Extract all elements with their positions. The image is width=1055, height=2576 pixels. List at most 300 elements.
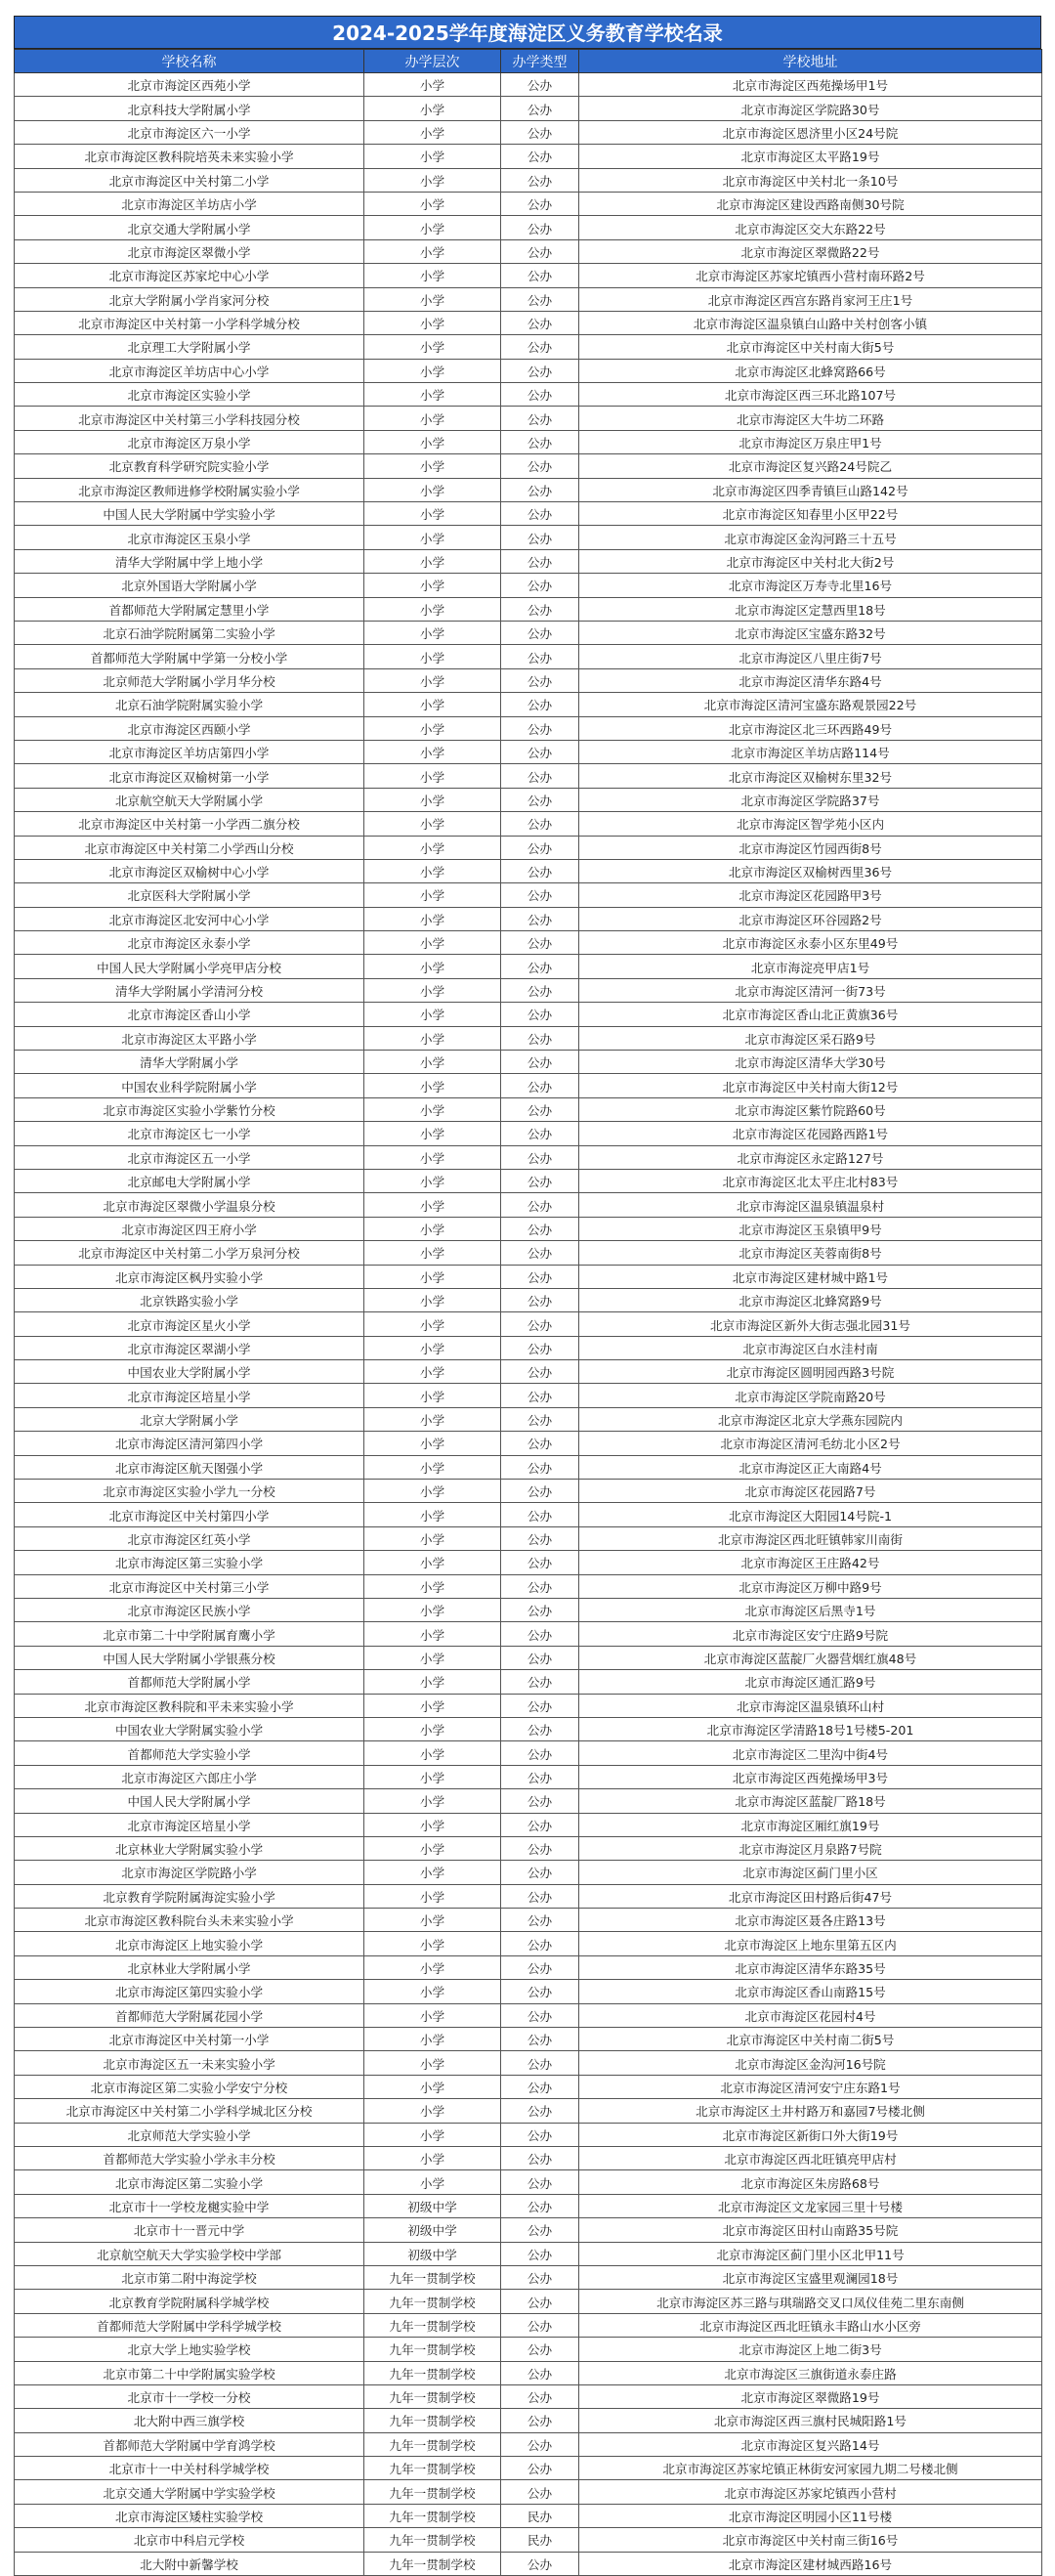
- cell-school-name: 北京市海淀区实验小学紫竹分校: [15, 1097, 364, 1121]
- table-row: [15, 668, 1042, 692]
- cell-school-name: 北京市海淀区双榆树第一小学: [15, 764, 364, 788]
- cell-school-level: 小学: [364, 1122, 501, 1145]
- cell-school-address: 北京市海淀区西北旺镇永丰路山水小区旁: [579, 2313, 1042, 2337]
- cell-school-name: 首都师范大学附属中学科学城学校: [15, 2313, 364, 2337]
- table-row: [15, 883, 1042, 907]
- cell-school-level: 九年一贯制学校: [364, 2290, 501, 2313]
- cell-school-type: 公办: [501, 812, 579, 836]
- cell-school-name: 北京市海淀区第三实验小学: [15, 1551, 364, 1574]
- cell-school-name: 首都师范大学附属小学: [15, 1670, 364, 1694]
- cell-school-address: 北京市海淀区交大东路22号: [579, 216, 1042, 239]
- cell-school-type: 公办: [501, 1217, 579, 1240]
- cell-school-type: 公办: [501, 478, 579, 501]
- cell-school-address: 北京市海淀区聂各庄路13号: [579, 1909, 1042, 1932]
- cell-school-type: 公办: [501, 407, 579, 430]
- cell-school-level: 初级中学: [364, 2194, 501, 2217]
- table-row: [15, 2146, 1042, 2169]
- cell-school-type: 公办: [501, 574, 579, 597]
- cell-school-type: 公办: [501, 645, 579, 668]
- table-row: [15, 2552, 1042, 2575]
- cell-school-type: 公办: [501, 287, 579, 311]
- table-row: [15, 764, 1042, 788]
- cell-school-type: 公办: [501, 668, 579, 692]
- cell-school-level: 小学: [364, 1503, 501, 1526]
- cell-school-type: 公办: [501, 239, 579, 263]
- cell-school-name: 中国农业大学附属实验小学: [15, 1717, 364, 1740]
- cell-school-address: 北京市海淀区宝盛东路32号: [579, 621, 1042, 644]
- cell-school-name: 北京市十一学校龙樾实验中学: [15, 2194, 364, 2217]
- cell-school-name: 北京石油学院附属第二实验小学: [15, 621, 364, 644]
- table-row: [15, 335, 1042, 359]
- cell-school-address: 北京市海淀区上地二街3号: [579, 2338, 1042, 2361]
- cell-school-name: 北京航空航天大学附属小学: [15, 788, 364, 811]
- table-row: [15, 287, 1042, 311]
- table-row: [15, 1432, 1042, 1455]
- cell-school-address: 北京市海淀区王庄路42号: [579, 1551, 1042, 1574]
- cell-school-level: 小学: [364, 836, 501, 859]
- cell-school-type: 公办: [501, 335, 579, 359]
- cell-school-level: 小学: [364, 1526, 501, 1550]
- cell-school-level: 小学: [364, 1670, 501, 1694]
- cell-school-address: 北京市海淀区学院路37号: [579, 788, 1042, 811]
- cell-school-address: 北京市海淀区太平路19号: [579, 145, 1042, 168]
- table-row: [15, 621, 1042, 644]
- cell-school-address: 北京市海淀区四季青镇巨山路142号: [579, 478, 1042, 501]
- table-row: [15, 2313, 1042, 2337]
- cell-school-address: 北京市海淀区西苑操场甲3号: [579, 1765, 1042, 1788]
- cell-school-address: 北京市海淀区北蜂窝路66号: [579, 359, 1042, 382]
- table-row: [15, 1051, 1042, 1074]
- cell-school-address: 北京市海淀区万柳中路9号: [579, 1574, 1042, 1598]
- table-row: [15, 693, 1042, 716]
- cell-school-level: 小学: [364, 1717, 501, 1740]
- cell-school-level: 小学: [364, 2170, 501, 2194]
- header-row: [15, 50, 1042, 73]
- cell-school-address: 北京市海淀区蓝靛厂路18号: [579, 1789, 1042, 1813]
- table-row: [15, 2099, 1042, 2123]
- table-row: [15, 1217, 1042, 1240]
- cell-school-name: 首都师范大学实验小学永丰分校: [15, 2146, 364, 2169]
- cell-school-level: 小学: [364, 1074, 501, 1097]
- table-row: [15, 1884, 1042, 1908]
- cell-school-name: 北京市海淀区培星小学: [15, 1813, 364, 1836]
- cell-school-type: 公办: [501, 1074, 579, 1097]
- cell-school-name: 北京市海淀区教科院和平未来实验小学: [15, 1694, 364, 1717]
- cell-school-type: 公办: [501, 1551, 579, 1574]
- cell-school-type: 公办: [501, 2384, 579, 2408]
- cell-school-address: 北京市海淀区双榆树东里32号: [579, 764, 1042, 788]
- cell-school-address: 北京市海淀区田村路后街47号: [579, 1884, 1042, 1908]
- cell-school-name: 北京市海淀区中关村第一小学西二旗分校: [15, 812, 364, 836]
- cell-school-level: 九年一贯制学校: [364, 2409, 501, 2432]
- cell-school-name: 首都师范大学附属花园小学: [15, 2003, 364, 2027]
- cell-school-name: 北京市海淀区五一未来实验小学: [15, 2051, 364, 2075]
- cell-school-name: 北京市海淀区香山小学: [15, 1003, 364, 1026]
- cell-school-type: 公办: [501, 168, 579, 192]
- cell-school-address: 北京市海淀区土井村路万和嘉园7号楼北侧: [579, 2099, 1042, 2123]
- cell-school-type: 公办: [501, 1455, 579, 1479]
- cell-school-name: 北京市海淀区羊坊店小学: [15, 192, 364, 215]
- cell-school-level: 小学: [364, 1241, 501, 1265]
- cell-school-address: 北京市海淀区中关村南二街5号: [579, 2028, 1042, 2051]
- cell-school-type: 公办: [501, 883, 579, 907]
- cell-school-name: 北京市海淀区羊坊店中心小学: [15, 359, 364, 382]
- cell-school-name: 北京教育学院附属海淀实验小学: [15, 1884, 364, 1908]
- table-row: [15, 2051, 1042, 2075]
- cell-school-name: 北京大学附属小学肖家河分校: [15, 287, 364, 311]
- cell-school-address: 北京市海淀区花园路西路1号: [579, 1122, 1042, 1145]
- cell-school-address: 北京市海淀区建设西路南侧30号院: [579, 192, 1042, 215]
- cell-school-type: 公办: [501, 2457, 579, 2480]
- cell-school-address: 北京市海淀区花园路甲3号: [579, 883, 1042, 907]
- cell-school-level: 小学: [364, 907, 501, 930]
- cell-school-address: 北京市海淀区西北旺镇韩家川南街: [579, 1526, 1042, 1550]
- cell-school-address: 北京市海淀区羊坊店路114号: [579, 740, 1042, 763]
- cell-school-name: 北京市海淀区实验小学九一分校: [15, 1480, 364, 1503]
- cell-school-level: 小学: [364, 1169, 501, 1192]
- cell-school-address: 北京市海淀区复兴路14号: [579, 2432, 1042, 2456]
- cell-school-level: 小学: [364, 1288, 501, 1311]
- table-row: [15, 192, 1042, 215]
- table-row: [15, 2170, 1042, 2194]
- table-row: [15, 2480, 1042, 2504]
- cell-school-type: 公办: [501, 1884, 579, 1908]
- table-row: [15, 716, 1042, 740]
- cell-school-level: 小学: [364, 335, 501, 359]
- cell-school-level: 小学: [364, 2099, 501, 2123]
- cell-school-address: 北京市海淀区朱房路68号: [579, 2170, 1042, 2194]
- cell-school-level: 小学: [364, 1480, 501, 1503]
- cell-school-level: 小学: [364, 2003, 501, 2027]
- cell-school-name: 北京教育学院附属科学城学校: [15, 2290, 364, 2313]
- cell-school-address: 北京市海淀区芙蓉南街8号: [579, 1241, 1042, 1265]
- cell-school-name: 北京市海淀区翠微小学温泉分校: [15, 1193, 364, 1217]
- cell-school-level: 小学: [364, 1599, 501, 1622]
- cell-school-name: 北京市海淀区星火小学: [15, 1312, 364, 1336]
- cell-school-name: 北京市海淀区翠微小学: [15, 239, 364, 263]
- cell-school-type: 公办: [501, 502, 579, 526]
- cell-school-level: 小学: [364, 1813, 501, 1836]
- cell-school-level: 小学: [364, 383, 501, 407]
- cell-school-address: 北京市海淀区紫竹院路60号: [579, 1097, 1042, 1121]
- table-row: [15, 1122, 1042, 1145]
- cell-school-name: 北京交通大学附属中学实验学校: [15, 2480, 364, 2504]
- table-row: [15, 955, 1042, 978]
- cell-school-address: 北京市海淀区大阳园14号院-1: [579, 1503, 1042, 1526]
- cell-school-level: 小学: [364, 1003, 501, 1026]
- cell-school-name: 北京市海淀区中关村第二小学西山分校: [15, 836, 364, 859]
- cell-school-address: 北京市海淀区学清路18号1号楼5-201: [579, 1717, 1042, 1740]
- cell-school-level: 九年一贯制学校: [364, 2457, 501, 2480]
- cell-school-type: 公办: [501, 383, 579, 407]
- cell-school-level: 小学: [364, 597, 501, 621]
- table-row: [15, 526, 1042, 549]
- table-row: [15, 97, 1042, 120]
- cell-school-address: 北京市海淀区正大南路4号: [579, 1455, 1042, 1479]
- table-row: [15, 549, 1042, 573]
- cell-school-type: 公办: [501, 1622, 579, 1646]
- cell-school-name: 中国农业大学附属小学: [15, 1360, 364, 1384]
- cell-school-name: 北大附中新馨学校: [15, 2552, 364, 2575]
- cell-school-address: 北京市海淀区香山南路15号: [579, 1980, 1042, 2003]
- cell-school-level: 小学: [364, 1694, 501, 1717]
- cell-school-type: 公办: [501, 1384, 579, 1407]
- cell-school-type: 公办: [501, 693, 579, 716]
- cell-school-level: 小学: [364, 1551, 501, 1574]
- cell-school-level: 小学: [364, 1789, 501, 1813]
- cell-school-type: 公办: [501, 2265, 579, 2289]
- table-row: [15, 1574, 1042, 1598]
- cell-school-address: 北京市海淀区月泉路7号院: [579, 1836, 1042, 1860]
- cell-school-level: 小学: [364, 621, 501, 644]
- table-row: [15, 1312, 1042, 1336]
- table-row: [15, 1526, 1042, 1550]
- cell-school-type: 公办: [501, 2099, 579, 2123]
- cell-school-address: 北京市海淀区西苑操场甲1号: [579, 73, 1042, 97]
- cell-school-type: 公办: [501, 145, 579, 168]
- cell-school-type: 公办: [501, 526, 579, 549]
- cell-school-level: 小学: [364, 1884, 501, 1908]
- cell-school-level: 九年一贯制学校: [364, 2313, 501, 2337]
- cell-school-level: 九年一贯制学校: [364, 2338, 501, 2361]
- cell-school-type: 公办: [501, 120, 579, 144]
- cell-school-name: 北京市十一晋元中学: [15, 2218, 364, 2242]
- table-row: [15, 73, 1042, 97]
- table-row: [15, 859, 1042, 882]
- cell-school-address: 北京市海淀区三旗街道永泰庄路: [579, 2361, 1042, 2384]
- table-row: [15, 1694, 1042, 1717]
- cell-school-address: 北京市海淀区清河毛纺北小区2号: [579, 1432, 1042, 1455]
- cell-school-address: 北京市海淀区二里沟中街4号: [579, 1741, 1042, 1765]
- cell-school-name: 北京市海淀区学院路小学: [15, 1861, 364, 1884]
- cell-school-name: 北京市海淀区第二实验小学: [15, 2170, 364, 2194]
- cell-school-level: 小学: [364, 359, 501, 382]
- cell-school-address: 北京市海淀区田村山南路35号院: [579, 2218, 1042, 2242]
- cell-school-level: 小学: [364, 1097, 501, 1121]
- cell-school-level: 小学: [364, 1265, 501, 1288]
- cell-school-name: 北京科技大学附属小学: [15, 97, 364, 120]
- cell-school-address: 北京市海淀区白水洼村南: [579, 1336, 1042, 1359]
- cell-school-address: 北京市海淀区万泉庄甲1号: [579, 430, 1042, 453]
- header-school-address: 学校地址: [579, 50, 1042, 73]
- table-row: [15, 2028, 1042, 2051]
- table-row: [15, 1097, 1042, 1121]
- cell-school-name: 北大附中西三旗学校: [15, 2409, 364, 2432]
- cell-school-type: 公办: [501, 2123, 579, 2146]
- table-row: [15, 788, 1042, 811]
- cell-school-address: 北京市海淀区环谷园路2号: [579, 907, 1042, 930]
- cell-school-type: 公办: [501, 1288, 579, 1311]
- table-row: [15, 454, 1042, 478]
- cell-school-address: 北京市海淀区香山北正黄旗36号: [579, 1003, 1042, 1026]
- cell-school-name: 北京铁路实验小学: [15, 1288, 364, 1311]
- cell-school-name: 北京邮电大学附属小学: [15, 1169, 364, 1192]
- cell-school-level: 九年一贯制学校: [364, 2528, 501, 2552]
- header-school-type: 办学类型: [501, 50, 579, 73]
- cell-school-type: 公办: [501, 216, 579, 239]
- cell-school-name: 清华大学附属小学: [15, 1051, 364, 1074]
- cell-school-name: 北京师范大学实验小学: [15, 2123, 364, 2146]
- cell-school-level: 小学: [364, 1861, 501, 1884]
- table-row: [15, 407, 1042, 430]
- table-row: [15, 1288, 1042, 1311]
- cell-school-name: 北京市海淀区第四实验小学: [15, 1980, 364, 2003]
- cell-school-name: 北京林业大学附属实验小学: [15, 1836, 364, 1860]
- cell-school-type: 公办: [501, 2051, 579, 2075]
- cell-school-type: 公办: [501, 2194, 579, 2217]
- cell-school-type: 公办: [501, 264, 579, 287]
- cell-school-name: 北京市海淀区六一小学: [15, 120, 364, 144]
- cell-school-address: 北京市海淀区西宫东路肖家河王庄1号: [579, 287, 1042, 311]
- cell-school-type: 公办: [501, 1836, 579, 1860]
- cell-school-address: 北京市海淀区中关村北一条10号: [579, 168, 1042, 192]
- cell-school-type: 公办: [501, 907, 579, 930]
- table-row: [15, 645, 1042, 668]
- cell-school-type: 公办: [501, 2432, 579, 2456]
- cell-school-address: 北京市海淀区知春里小区甲22号: [579, 502, 1042, 526]
- cell-school-level: 小学: [364, 1145, 501, 1169]
- cell-school-name: 北京市海淀区玉泉小学: [15, 526, 364, 549]
- cell-school-name: 北京市海淀区矮柱实验学校: [15, 2504, 364, 2527]
- cell-school-type: 公办: [501, 2409, 579, 2432]
- cell-school-address: 北京市海淀区双榆树西里36号: [579, 859, 1042, 882]
- cell-school-level: 小学: [364, 1955, 501, 1979]
- cell-school-address: 北京市海淀区玉泉镇甲9号: [579, 1217, 1042, 1240]
- cell-school-name: 北京市海淀区中关村第二小学: [15, 168, 364, 192]
- table-row: [15, 1646, 1042, 1669]
- cell-school-name: 中国人民大学附属小学: [15, 1789, 364, 1813]
- cell-school-name: 北京市海淀区北安河中心小学: [15, 907, 364, 930]
- table-row: [15, 168, 1042, 192]
- cell-school-name: 北京市海淀区翠湖小学: [15, 1336, 364, 1359]
- table-row: [15, 2218, 1042, 2242]
- cell-school-address: 北京市海淀区永定路127号: [579, 1145, 1042, 1169]
- cell-school-name: 北京市海淀区羊坊店第四小学: [15, 740, 364, 763]
- cell-school-level: 小学: [364, 2028, 501, 2051]
- cell-school-type: 公办: [501, 1813, 579, 1836]
- table-row: [15, 2432, 1042, 2456]
- cell-school-level: 小学: [364, 883, 501, 907]
- cell-school-type: 公办: [501, 1526, 579, 1550]
- cell-school-level: 小学: [364, 407, 501, 430]
- cell-school-name: 北京市海淀区中关村第二小学万泉河分校: [15, 1241, 364, 1265]
- cell-school-type: 公办: [501, 764, 579, 788]
- cell-school-address: 北京市海淀区后黑寺1号: [579, 1599, 1042, 1622]
- cell-school-level: 小学: [364, 1455, 501, 1479]
- page-title: 2024-2025学年度海淀区义务教育学校名录: [14, 16, 1041, 49]
- cell-school-level: 小学: [364, 264, 501, 287]
- cell-school-address: 北京市海淀区中关村南三街16号: [579, 2528, 1042, 2552]
- header-school-level: 办学层次: [364, 50, 501, 73]
- cell-school-level: 小学: [364, 1407, 501, 1431]
- cell-school-level: 小学: [364, 502, 501, 526]
- cell-school-level: 小学: [364, 526, 501, 549]
- table-row: [15, 1407, 1042, 1431]
- table-row: [15, 1480, 1042, 1503]
- cell-school-type: 公办: [501, 2003, 579, 2027]
- cell-school-type: 公办: [501, 1265, 579, 1288]
- cell-school-address: 北京市海淀区苏家坨镇正林街安河家园九期二号楼北侧: [579, 2457, 1042, 2480]
- cell-school-address: 北京市海淀区复兴路24号院乙: [579, 454, 1042, 478]
- cell-school-level: 小学: [364, 764, 501, 788]
- table-row: [15, 2265, 1042, 2289]
- cell-school-type: 公办: [501, 1694, 579, 1717]
- cell-school-name: 中国人民大学附属小学银燕分校: [15, 1646, 364, 1669]
- cell-school-type: 公办: [501, 1241, 579, 1265]
- cell-school-level: 小学: [364, 1336, 501, 1359]
- table-body: [15, 73, 1042, 2576]
- cell-school-address: 北京市海淀区北蜂窝路9号: [579, 1288, 1042, 1311]
- cell-school-level: 小学: [364, 859, 501, 882]
- cell-school-name: 北京大学上地实验学校: [15, 2338, 364, 2361]
- cell-school-level: 小学: [364, 812, 501, 836]
- cell-school-name: 北京林业大学附属小学: [15, 1955, 364, 1979]
- cell-school-address: 北京市海淀区建材城中路1号: [579, 1265, 1042, 1288]
- cell-school-type: 公办: [501, 2075, 579, 2098]
- table-row: [15, 430, 1042, 453]
- cell-school-level: 小学: [364, 1051, 501, 1074]
- cell-school-type: 公办: [501, 97, 579, 120]
- cell-school-type: 公办: [501, 2361, 579, 2384]
- table-row: [15, 1741, 1042, 1765]
- table-row: [15, 383, 1042, 407]
- cell-school-type: 公办: [501, 1765, 579, 1788]
- cell-school-address: 北京市海淀区智学苑小区内: [579, 812, 1042, 836]
- table-row: [15, 1026, 1042, 1050]
- table-row: [15, 2338, 1042, 2361]
- cell-school-name: 北京市十一中关村科学城学校: [15, 2457, 364, 2480]
- table-row: [15, 1265, 1042, 1288]
- cell-school-name: 北京市海淀区六郎庄小学: [15, 1765, 364, 1788]
- cell-school-address: 北京市海淀区温泉镇温泉村: [579, 1193, 1042, 1217]
- cell-school-level: 小学: [364, 955, 501, 978]
- table-row: [15, 1765, 1042, 1788]
- cell-school-address: 北京市海淀区厢红旗19号: [579, 1813, 1042, 1836]
- table-row: [15, 1599, 1042, 1622]
- cell-school-name: 北京市海淀区万泉小学: [15, 430, 364, 453]
- cell-school-name: 北京市海淀区中关村第四小学: [15, 1503, 364, 1526]
- cell-school-name: 清华大学附属小学清河分校: [15, 978, 364, 1002]
- cell-school-level: 小学: [364, 1909, 501, 1932]
- cell-school-level: 小学: [364, 97, 501, 120]
- cell-school-type: 公办: [501, 2290, 579, 2313]
- cell-school-level: 小学: [364, 120, 501, 144]
- table-row: [15, 1241, 1042, 1265]
- cell-school-address: 北京市海淀区清河一街73号: [579, 978, 1042, 1002]
- cell-school-address: 北京市海淀区学院路30号: [579, 97, 1042, 120]
- cell-school-name: 北京市海淀区五一小学: [15, 1145, 364, 1169]
- table-row: [15, 2504, 1042, 2527]
- cell-school-address: 北京市海淀区通汇路9号: [579, 1670, 1042, 1694]
- table-row: [15, 2290, 1042, 2313]
- table-row: [15, 2242, 1042, 2265]
- cell-school-address: 北京市海淀区清华大学30号: [579, 1051, 1042, 1074]
- table-row: [15, 216, 1042, 239]
- table-row: [15, 264, 1042, 287]
- cell-school-address: 北京市海淀区西三旗村民城阳路1号: [579, 2409, 1042, 2432]
- cell-school-level: 小学: [364, 1932, 501, 1955]
- cell-school-type: 公办: [501, 1312, 579, 1336]
- cell-school-name: 北京市海淀区中关村第三小学: [15, 1574, 364, 1598]
- cell-school-name: 北京市海淀区清河第四小学: [15, 1432, 364, 1455]
- cell-school-level: 小学: [364, 1432, 501, 1455]
- cell-school-type: 公办: [501, 1955, 579, 1979]
- table-row: [15, 1193, 1042, 1217]
- table-row: [15, 1670, 1042, 1694]
- cell-school-name: 中国人民大学附属中学实验小学: [15, 502, 364, 526]
- cell-school-name: 北京市海淀区西苑小学: [15, 73, 364, 97]
- cell-school-address: 北京市海淀区大牛坊二环路: [579, 407, 1042, 430]
